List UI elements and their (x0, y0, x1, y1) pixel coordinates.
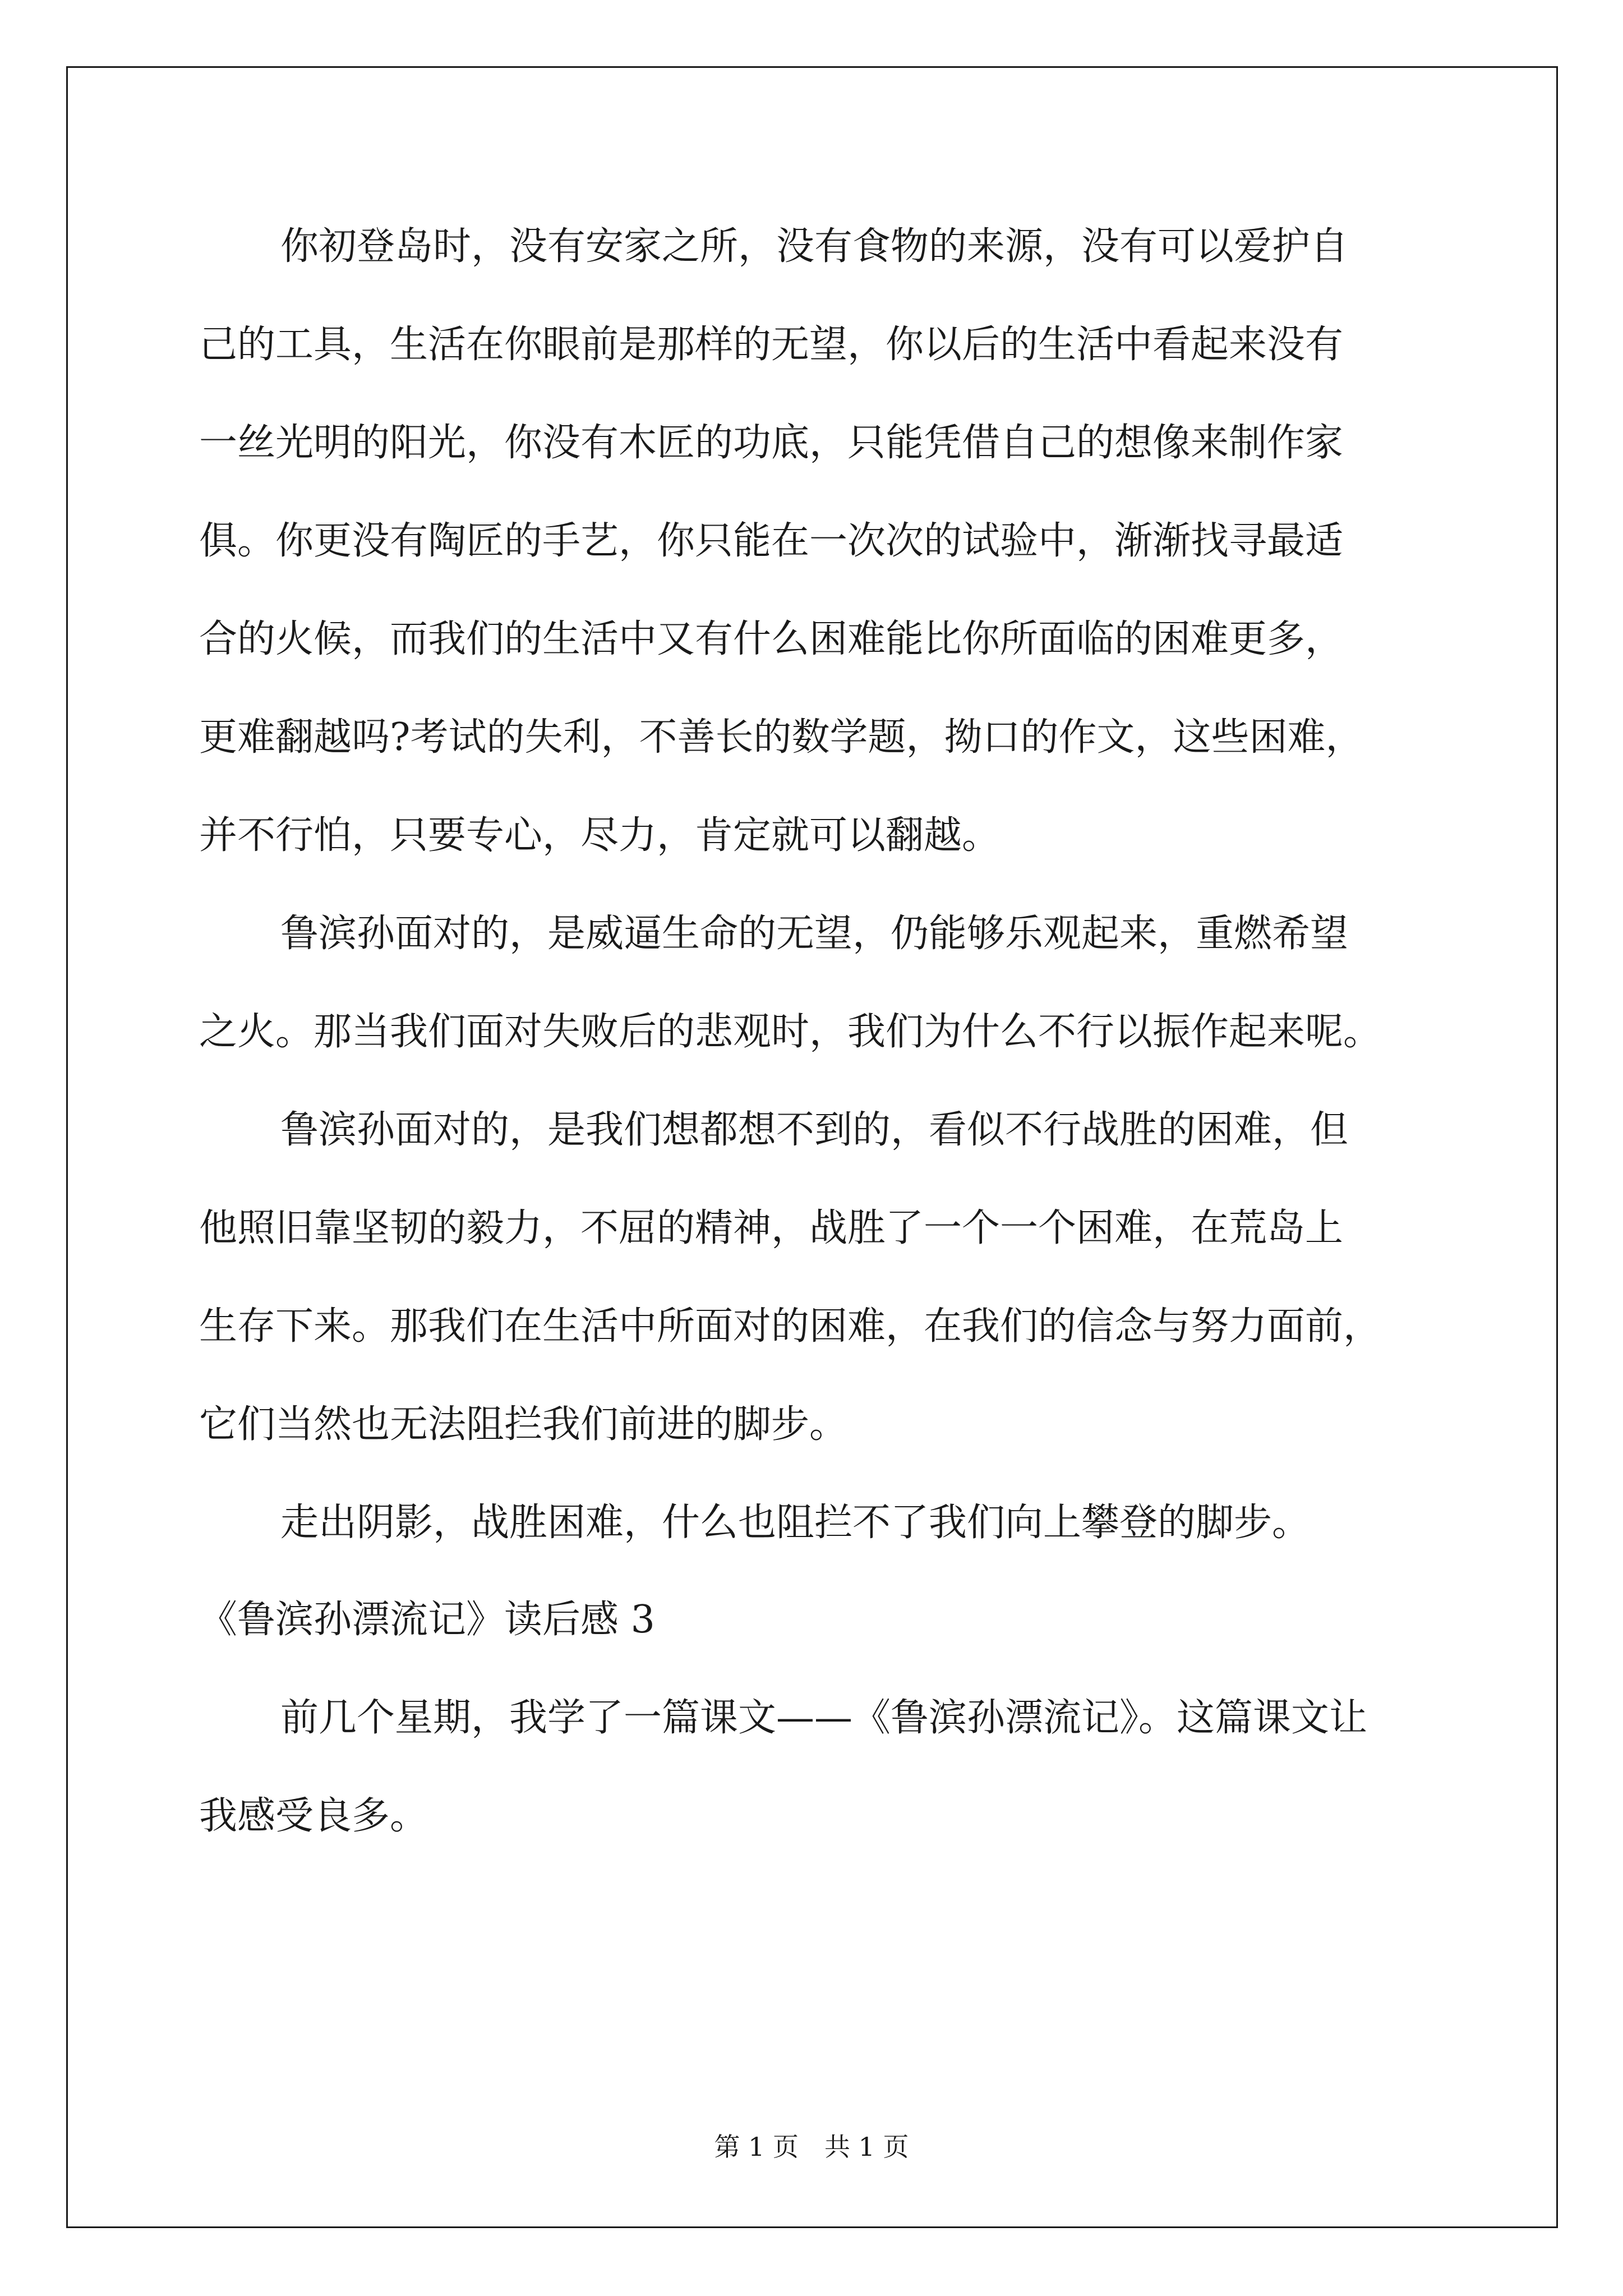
paragraph-1-line-1: 你初登岛时，没有安家之所，没有食物的来源，没有可以爱护自 (280, 224, 1349, 269)
paragraph-3-line-3: 生存下来。那我们在生活中所面对的困难，在我们的信念与努力面前， (199, 1304, 1382, 1349)
paragraph-1-line-4: 俱。你更没有陶匠的手艺，你只能在一次次的试验中，渐渐找寻最适 (199, 519, 1344, 563)
paragraph-3-line-2: 他照旧靠坚韧的毅力，不屈的精神，战胜了一个一个困难，在荒岛上 (199, 1206, 1344, 1250)
paragraph-1-line-3: 一丝光明的阳光，你没有木匠的功底，只能凭借自己的想像来制作家 (199, 421, 1344, 465)
paragraph-3-line-4: 它们当然也无法阻拦我们前进的脚步。 (199, 1402, 848, 1447)
page-footer: 第 1 页 共 1 页 (714, 2132, 909, 2162)
paragraph-3-line-1: 鲁滨孙面对的，是我们想都想不到的，看似不行战胜的困难，但 (280, 1108, 1349, 1152)
paragraph-5-line-2: 我感受良多。 (199, 1794, 428, 1838)
paragraph-2-line-2: 之火。那当我们面对失败后的悲观时，我们为什么不行以振作起来呢。 (199, 1010, 1382, 1054)
paragraph-1-line-7: 并不行怕，只要专心，尽力，肯定就可以翻越。 (199, 813, 1000, 858)
paragraph-4-line-1: 走出阴影，战胜困难，什么也阻拦不了我们向上攀登的脚步。 (280, 1501, 1311, 1545)
section-heading: 《鲁滨孙漂流记》读后感 3 (199, 1598, 655, 1642)
paragraph-1-line-6: 更难翻越吗?考试的失利，不善长的数学题，拗口的作文，这些困难， (199, 715, 1364, 760)
paragraph-1-line-2: 己的工具，生活在你眼前是那样的无望，你以后的生活中看起来没有 (199, 323, 1344, 367)
paragraph-1-line-5: 合的火候，而我们的生活中又有什么困难能比你所面临的困难更多， (199, 617, 1344, 661)
paragraph-2-line-1: 鲁滨孙面对的，是威逼生命的无望，仍能够乐观起来，重燃希望 (280, 912, 1349, 956)
paragraph-5-line-1: 前几个星期，我学了一篇课文——《鲁滨孙漂流记》。这篇课文让 (280, 1696, 1368, 1740)
